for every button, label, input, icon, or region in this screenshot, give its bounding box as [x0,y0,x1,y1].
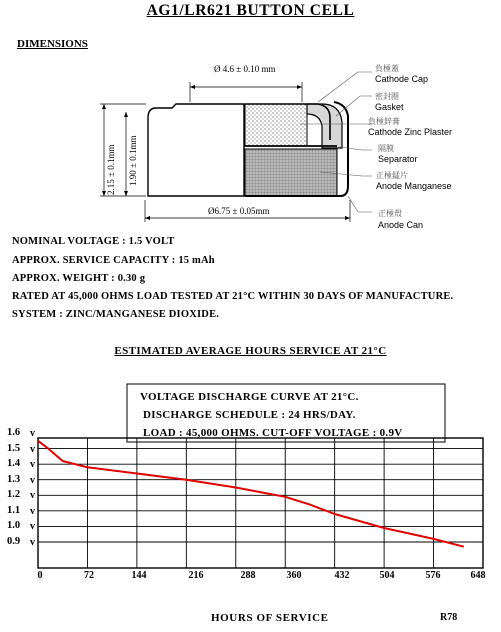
y-tick-label: 1.0 [7,520,21,531]
plot-frame [38,438,483,568]
x-tick-label: 0 [37,570,43,581]
bottom-diameter-label: Ø6.75 ± 0.05mm [208,206,270,216]
inner-height-label: 1.90 ± 0.1mm [128,135,138,186]
separator-cn: 隔膜 [378,144,394,153]
x-tick-label: 360 [286,570,302,581]
x-tick-label: 144 [131,570,147,581]
y-tick-label: 1.3 [7,474,21,485]
gasket-cn: 密封圈 [375,92,399,101]
spec-system: SYSTEM : ZINC/MANGANESE DIOXIDE. [12,309,220,320]
x-tick-label: 432 [334,570,350,581]
spec-rating: RATED AT 45,000 OHMS LOAD TESTED AT 21°C WITHIN 30 DAYS OF MANUFACTURE. [12,291,454,302]
page-title: AG1/LR621 BUTTON CELL [146,2,355,19]
anode-can-cn: 正極殼 [378,209,402,218]
cathode-zinc-region [245,104,307,146]
cathode-zinc-label: Cathode Zinc Plaster [368,127,453,137]
y-tick-label: 1.6 [7,427,21,438]
x-tick-label: 216 [188,570,204,581]
y-unit-label: v [30,521,35,532]
anode-manganese-label: Anode Manganese [376,181,452,191]
cathode-zinc-cn: 負極鋅膏 [368,117,400,126]
outer-height-label: 2.15 ± 0.1mm [106,144,116,195]
x-tick-label: 288 [240,570,256,581]
x-tick-label: 72 [84,570,94,581]
separator-label: Separator [378,154,418,164]
chart-load: LOAD : 45,000 OHMS. CUT-OFF VOLTAGE : 0.9V [143,427,403,439]
gasket-label: Gasket [375,102,404,112]
dimensions-heading: DIMENSIONS [17,38,88,50]
y-unit-label: v [30,428,35,439]
anode-can-label: Anode Can [378,220,424,230]
y-tick-label: 0.9 [7,536,21,547]
x-axis-label: HOURS OF SERVICE [211,612,329,624]
spec-capacity: APPROX. SERVICE CAPACITY : 15 mAh [12,255,215,266]
y-tick-label: 1.4 [7,458,21,469]
cell-outline [148,104,244,196]
y-unit-label: v [30,537,35,548]
x-tick-label: 576 [425,570,441,581]
y-unit-label: v [30,475,35,486]
gasket-shape [307,104,342,148]
x-tick-label: 648 [470,570,486,581]
chart-title: VOLTAGE DISCHARGE CURVE AT 21°C. [140,391,359,403]
anode-manganese-cn: 正極錳片 [376,171,408,180]
y-unit-label: v [30,444,35,455]
cathode-cap-cn: 負極蓋 [375,64,399,73]
y-tick-label: 1.5 [7,443,21,454]
y-tick-label: 1.2 [7,489,21,500]
cathode-cap-label: Cathode Cap [375,74,429,84]
chart-schedule: DISCHARGE SCHEDULE : 24 HRS/DAY. [143,409,356,421]
spec-weight: APPROX. WEIGHT : 0.30 g [12,273,146,284]
y-unit-label: v [30,490,35,501]
discharge-chart [0,380,501,620]
top-diameter-label: Ø 4.6 ± 0.10 mm [214,64,276,74]
model-code: R78 [440,612,458,623]
y-unit-label: v [30,506,35,517]
spec-nominal-voltage: NOMINAL VOLTAGE : 1.5 VOLT [12,236,175,247]
chart-header-box [127,384,445,442]
y-unit-label: v [30,459,35,470]
y-tick-label: 1.1 [7,505,21,516]
section-title: ESTIMATED AVERAGE HOURS SERVICE AT 21°C [114,345,387,357]
x-tick-label: 504 [379,570,395,581]
discharge-curve-line [38,441,464,547]
